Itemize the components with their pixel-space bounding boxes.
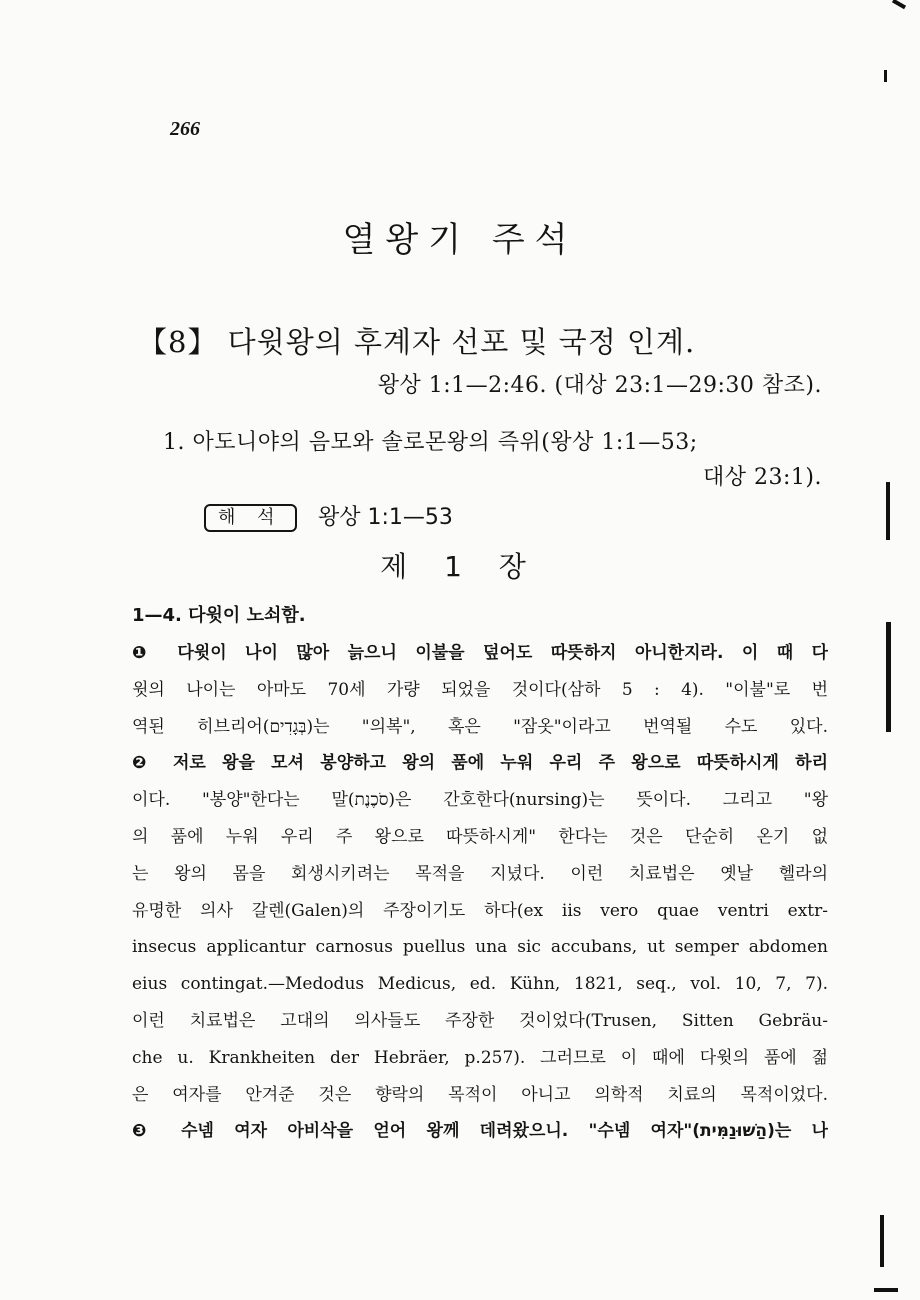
scan-mark: [886, 482, 890, 540]
scan-mark: [884, 70, 887, 82]
body-line: ❸ 수넴 여자 아비삭을 얻어 왕께 데려왔으니. "수넴 여자"(הַשּׁוּנַמִּית)는 나: [132, 1121, 828, 1142]
verse-range-heading: 1—4. 다윗이 노쇠함.: [132, 605, 306, 626]
body-line: 는 왕의 몸을 회생시키려는 목적을 지녔다. 이런 치료법은 옛날 헬라의: [132, 863, 828, 884]
section-heading: 【8】 다윗왕의 후계자 선포 및 국정 인계.: [138, 325, 696, 359]
chapter-title: 제 1 장: [380, 550, 540, 583]
commentary-body: [132, 635, 828, 1150]
scan-mark: [880, 1215, 884, 1267]
commentary-label-box: 해 석: [204, 504, 297, 532]
body-line: 의 품에 누워 우리 주 왕으로 따뜻하시게" 한다는 것은 단순히 온기 없: [132, 826, 828, 847]
body-line: 이런 치료법은 고대의 의사들도 주장한 것이었다(Trusen, Sitten Gebräu-: [132, 1010, 828, 1031]
section-reference: 왕상 1:1—2:46. (대상 23:1—29:30 참조).: [377, 373, 822, 398]
body-line: ❷ 저로 왕을 모셔 봉양하고 왕의 품에 누워 우리 주 왕으로 따뜻하시게 하리: [132, 753, 828, 774]
body-line: ❶ 다윗이 나이 많아 늙으니 이불을 덮어도 따뜻하지 아니한지라. 이 때 다: [132, 643, 828, 663]
subsection-heading: 1. 아도니야의 음모와 솔로몬왕의 즉위(왕상 1:1—53;: [163, 430, 698, 455]
body-line: 은 여자를 안겨준 것은 향락의 목적이 아니고 의학적 치료의 목적이었다.: [132, 1084, 828, 1105]
body-line: che u. Krankheiten der Hebräer, p.257). 그러므로 이 때에 다윗의 품에 젊: [132, 1047, 828, 1068]
scan-mark: [892, 0, 906, 9]
scan-mark: [874, 1288, 898, 1292]
body-line: eius contingat.—Medodus Medicus, ed. Kühn, 1821, seq., vol. 10, 7, 7).: [132, 974, 828, 995]
body-line: insecus applicantur carnosus puellus una sic accubans, ut semper abdomen: [132, 937, 828, 958]
body-line: 윗의 나이는 아마도 70세 가량 되었을 것이다(삼하 5 : 4). "이불"로 번: [132, 679, 828, 700]
scan-mark: [886, 622, 891, 732]
body-line: 이다. "봉양"한다는 말(סֹכֶנֶת)은 간호한다(nursing)는 뜻이다. 그리고 "왕: [132, 790, 828, 811]
page-number: 266: [170, 118, 200, 140]
commentary-reference: 왕상 1:1—53: [318, 505, 453, 530]
book-title: 열왕기 주석: [342, 220, 578, 260]
subsection-heading-continued: 대상 23:1).: [703, 465, 822, 490]
body-line: 역된 히브리어(בְּגָדִים)는 "의복", 혹은 "잠옷"이라고 번역될 수도 있다.: [132, 716, 828, 737]
body-line: 유명한 의사 갈렌(Galen)의 주장이기도 하다(ex iis vero quae ventri extr-: [132, 900, 828, 921]
